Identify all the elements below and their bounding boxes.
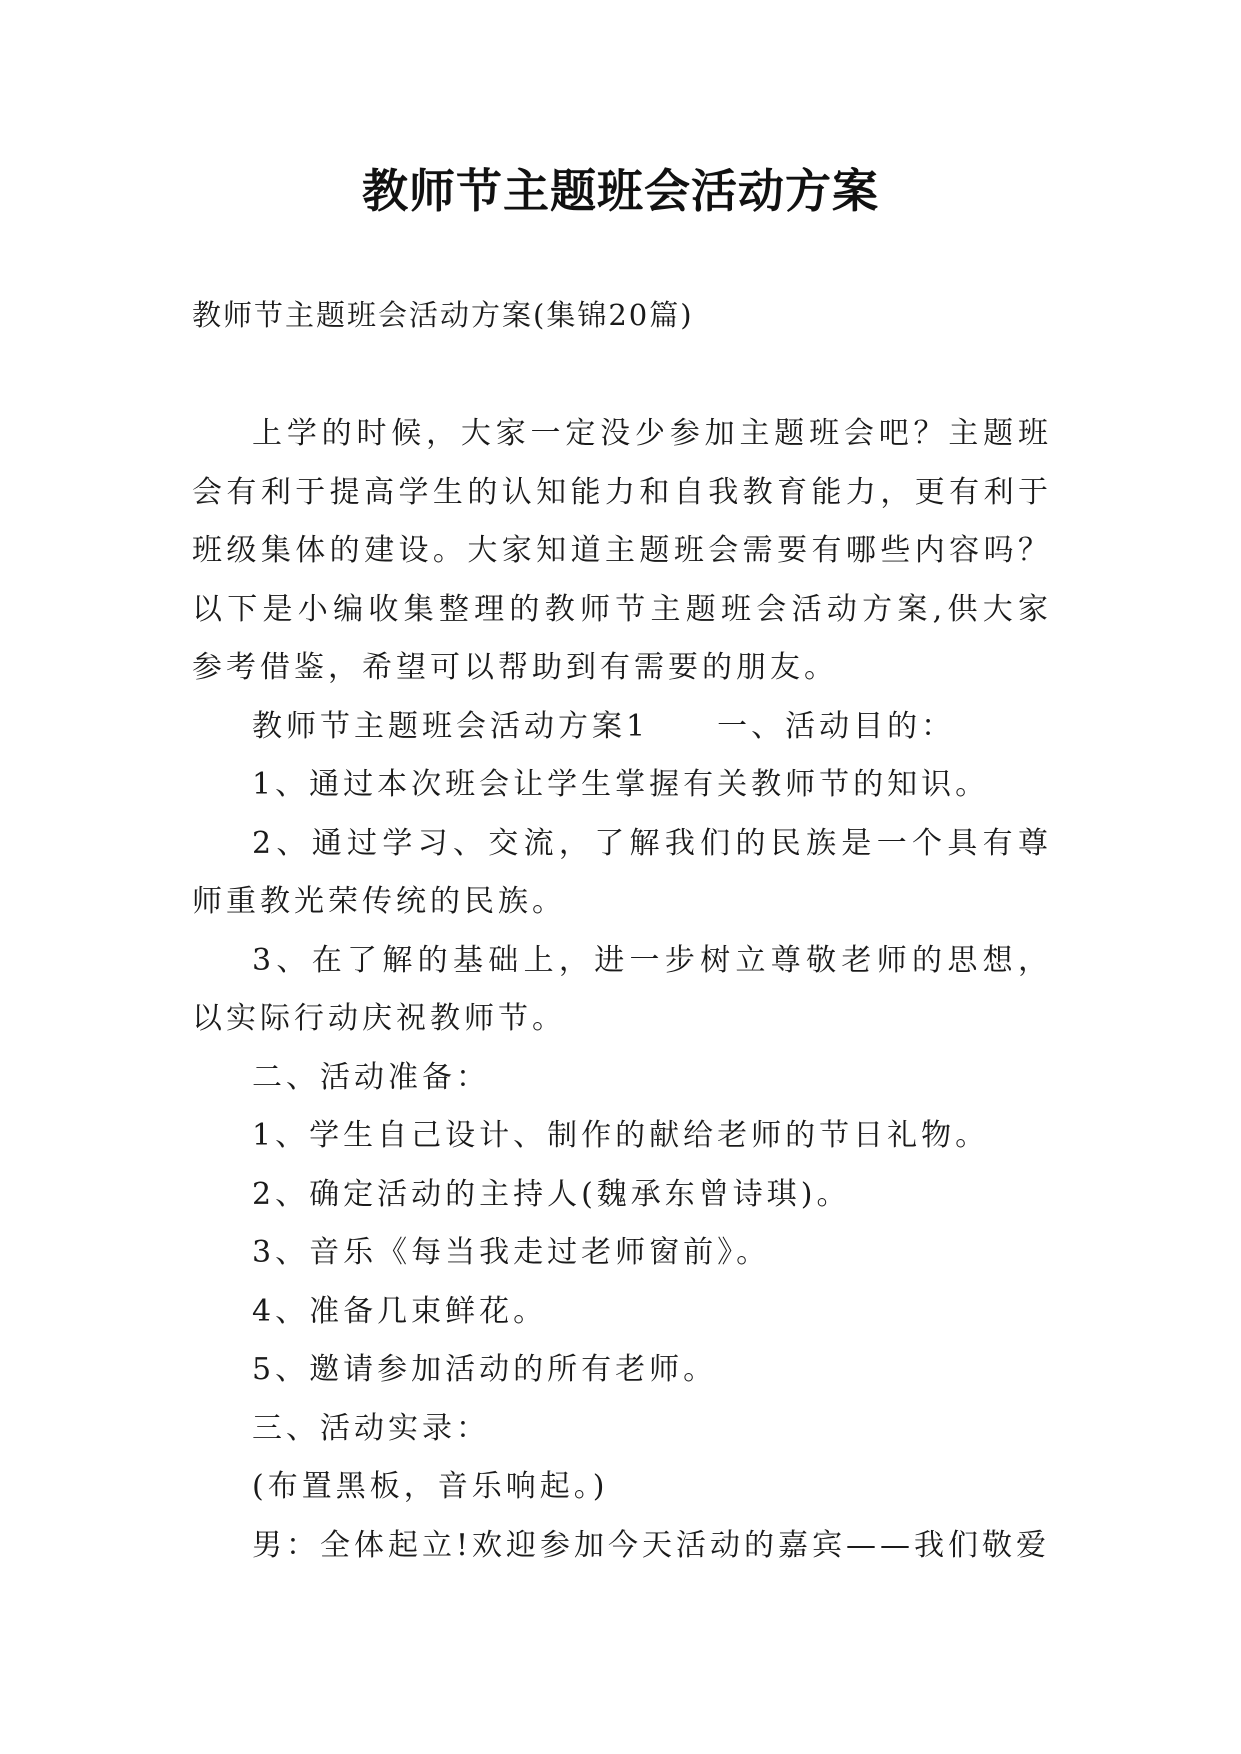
- goal-item-3: 3、在了解的基础上，进一步树立尊敬老师的思想，以实际行动庆祝教师节。: [192, 942, 1052, 1036]
- document-body: [192, 405, 1052, 1575]
- section-heading-preparation: 二、活动准备：: [252, 1059, 490, 1095]
- goal-item-2: 2、通过学习、交流，了解我们的民族是一个具有尊师重教光荣传统的民族。: [192, 825, 1052, 919]
- prep-item-4: 4、准备几束鲜花。: [252, 1293, 548, 1329]
- document-subtitle: 教师节主题班会活动方案(集锦20篇): [192, 298, 694, 332]
- stage-direction: (布置黑板，音乐响起。): [252, 1469, 609, 1504]
- document-title: 教师节主题班会活动方案: [362, 164, 879, 218]
- dialogue-line: 男：全体起立!欢迎参加今天活动的嘉宾——我们敬爱: [252, 1527, 1051, 1563]
- section-heading-plan-1: 教师节主题班会活动方案1 一、活动目的：: [252, 708, 956, 744]
- section-heading-record: 三、活动实录：: [252, 1410, 490, 1446]
- prep-item-5: 5、邀请参加活动的所有老师。: [252, 1352, 718, 1387]
- intro-paragraph: 上学的时候，大家一定没少参加主题班会吧？主题班会有利于提高学生的认知能力和自我教育能力，更有利于班级集体的建设。大家知道主题班会需要有哪些内容吗？以下是小编收集整理的教师节主题班会活动方案,供大家参考借鉴，希望可以帮助到有需要的朋友。: [192, 416, 1052, 685]
- prep-item-2: 2、确定活动的主持人(魏承东曾诗琪)。: [252, 1176, 851, 1212]
- goal-item-1: 1、通过本次班会让学生掌握有关教师节的知识。: [252, 767, 990, 802]
- prep-item-3: 3、音乐《每当我走过老师窗前》。: [252, 1235, 771, 1270]
- prep-item-1: 1、学生自己设计、制作的献给老师的节日礼物。: [252, 1118, 990, 1153]
